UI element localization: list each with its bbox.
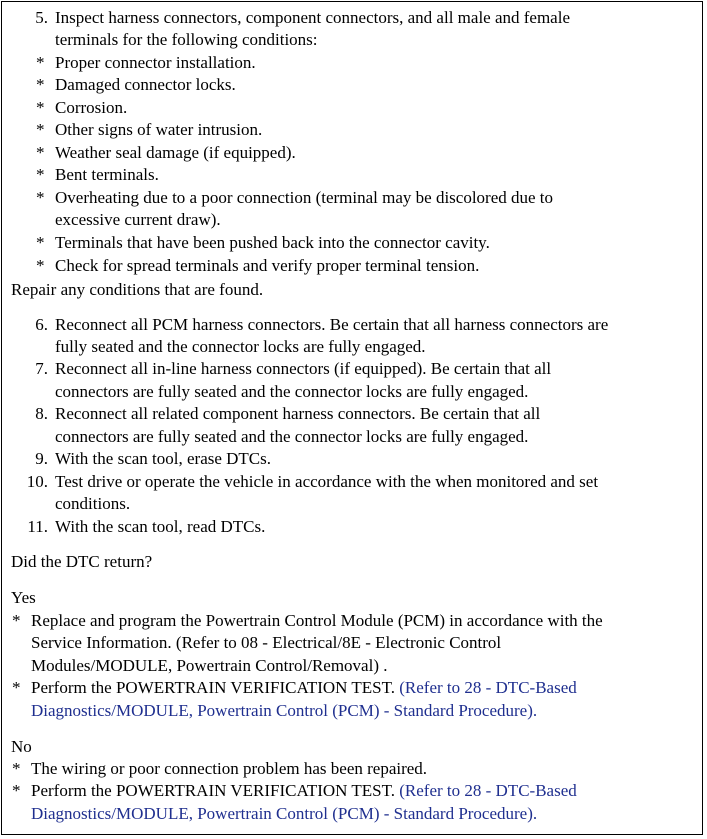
bullet-icon: * <box>12 781 21 800</box>
step-5-text-line2: terminals for the following conditions: <box>55 30 318 49</box>
condition-item-continued: excessive current draw). <box>55 210 221 229</box>
yes-procedure-link-continued[interactable]: Diagnostics/MODULE, Powertrain Control (PCM) - Standard Procedure). <box>31 701 538 720</box>
bullet-icon: * <box>12 678 21 697</box>
yes-item-1-line1: Replace and program the Powertrain Control Module (PCM) in accordance with the <box>31 611 603 630</box>
bullet-icon: * <box>36 165 45 184</box>
step-10-number: 10. <box>26 472 48 491</box>
step-7-number: 7. <box>35 359 48 378</box>
step-7-text-line2: connectors are fully seated and the connector locks are fully engaged. <box>55 382 529 401</box>
no-label: No <box>11 737 32 756</box>
bullet-icon: * <box>36 188 45 207</box>
no-item-1: The wiring or poor connection problem has been repaired. <box>31 759 428 778</box>
bullet-icon: * <box>36 256 45 275</box>
bullet-icon: * <box>36 53 45 72</box>
step-10-text-line2: conditions. <box>55 494 131 513</box>
condition-item: Terminals that have been pushed back into the connector cavity. <box>55 233 490 252</box>
condition-item: Other signs of water intrusion. <box>55 120 263 139</box>
bullet-icon: * <box>36 120 45 139</box>
condition-item: Overheating due to a poor connection (terminal may be discolored due to <box>55 188 554 207</box>
condition-item: Bent terminals. <box>55 165 159 184</box>
yes-item-1-line2: Service Information. (Refer to 08 - Electrical/8E - Electronic Control <box>31 633 502 652</box>
step-9-text-line1: With the scan tool, erase DTCs. <box>55 449 272 468</box>
yes-item-2-line1 <box>31 677 577 699</box>
step-8-text-line2: connectors are fully seated and the connector locks are fully engaged. <box>55 427 529 446</box>
yes-procedure-link[interactable]: (Refer to 28 - DTC-Based <box>399 678 577 697</box>
repair-note: Repair any conditions that are found. <box>11 280 264 299</box>
step-8-text-line1: Reconnect all related component harness connectors. Be certain that all <box>55 404 541 423</box>
condition-item: Corrosion. <box>55 98 128 117</box>
condition-item: Weather seal damage (if equipped). <box>55 143 296 162</box>
condition-item: Check for spread terminals and verify proper terminal tension. <box>55 256 480 275</box>
yes-item-1-line3: Modules/MODULE, Powertrain Control/Removal) . <box>31 656 388 675</box>
no-item-2-line1 <box>31 780 577 802</box>
step-11-text-line1: With the scan tool, read DTCs. <box>55 517 266 536</box>
bullet-icon: * <box>12 611 21 630</box>
bullet-icon: * <box>36 98 45 117</box>
step-5-number: 5. <box>35 8 48 27</box>
step-6-text-line2: fully seated and the connector locks are fully engaged. <box>55 337 426 356</box>
no-procedure-link[interactable]: (Refer to 28 - DTC-Based <box>399 781 577 800</box>
step-6-number: 6. <box>35 315 48 334</box>
step-7-text-line1: Reconnect all in-line harness connectors (if equipped). Be certain that all <box>55 359 552 378</box>
step-9-number: 9. <box>35 449 48 468</box>
step-8-number: 8. <box>35 404 48 423</box>
step-10-text-line1: Test drive or operate the vehicle in accordance with the when monitored and set <box>55 472 599 491</box>
bullet-icon: * <box>36 75 45 94</box>
condition-item: Damaged connector locks. <box>55 75 236 94</box>
condition-item: Proper connector installation. <box>55 53 256 72</box>
bullet-icon: * <box>36 233 45 252</box>
no-procedure-link-continued[interactable]: Diagnostics/MODULE, Powertrain Control (PCM) - Standard Procedure). <box>31 804 538 823</box>
bullet-icon: * <box>12 759 21 778</box>
yes-label: Yes <box>11 588 36 607</box>
dtc-question: Did the DTC return? <box>11 552 153 571</box>
step-5-text-line1: Inspect harness connectors, component connectors, and all male and female <box>55 8 570 27</box>
step-11-number: 11. <box>27 517 48 536</box>
yes-item-2-text: Perform the POWERTRAIN VERIFICATION TEST. <box>31 678 395 697</box>
step-6-text-line1: Reconnect all PCM harness connectors. Be certain that all harness connectors are <box>55 315 609 334</box>
no-item-2-text: Perform the POWERTRAIN VERIFICATION TEST. <box>31 781 395 800</box>
bullet-icon: * <box>36 143 45 162</box>
